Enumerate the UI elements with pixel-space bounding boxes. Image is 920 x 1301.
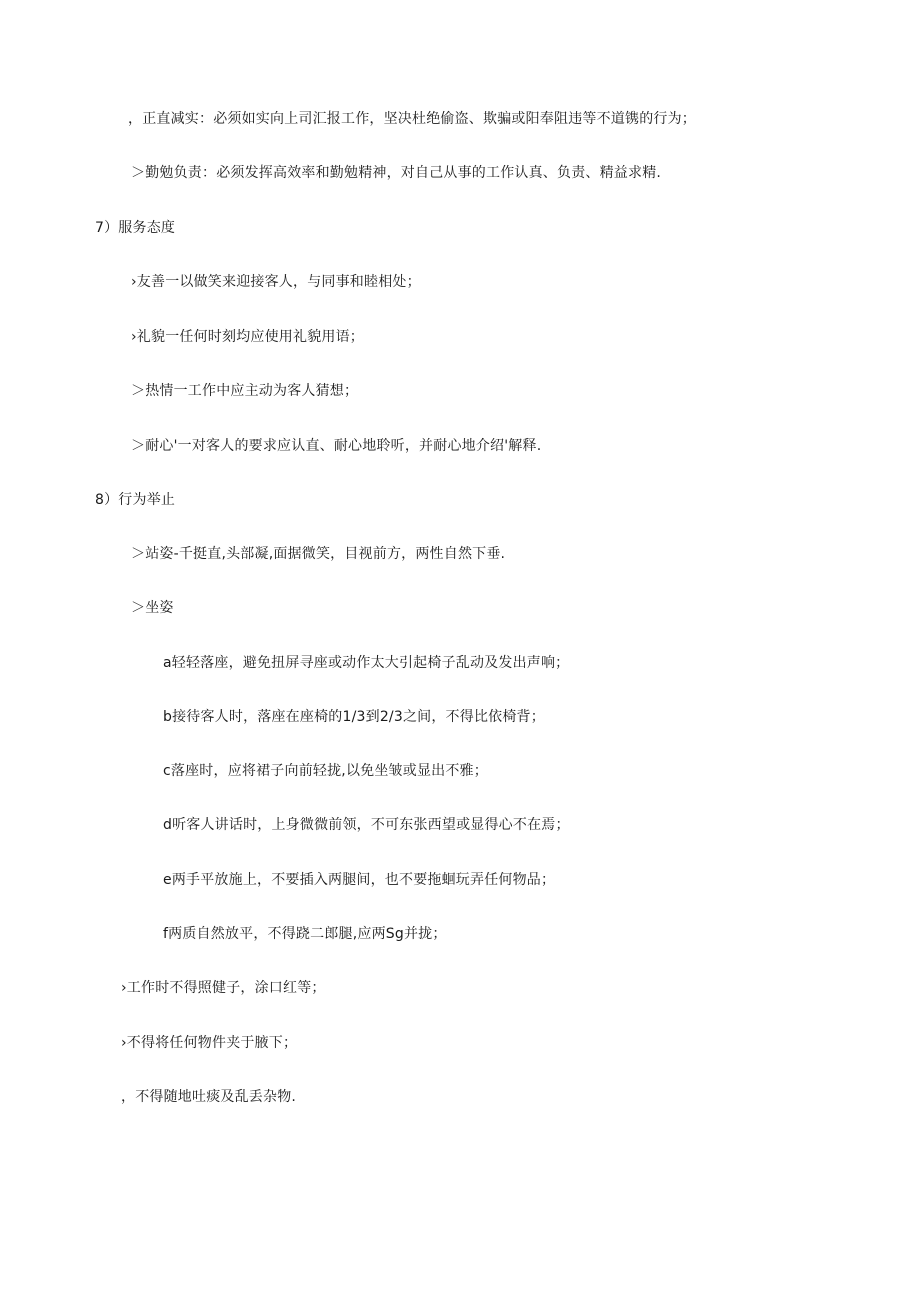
text-line-patient: ＞耐心'一对客人的要求应认直、耐心地聆听，并耐心地介绍'解释. (131, 438, 542, 454)
sub-item-c: c落座时，应将裙子向前轻拢,以免坐皱或显出不雅； (163, 763, 488, 779)
section-heading-behavior: 8）行为举止 (95, 492, 176, 508)
text-line-no-armpit: ›不得将任何物件夹于腋下； (121, 1035, 298, 1051)
sub-item-d: d听客人讲话时，上身微微前领，不可东张西望或显得心不在焉； (163, 817, 570, 833)
section-heading-service-attitude: 7）服务态度 (95, 220, 176, 236)
text-line-friendly: ›友善一以做笑来迎接客人，与同事和睦相处； (131, 274, 421, 290)
text-line-enthusiastic: ＞热情一工作中应主动为客人猜想； (131, 383, 359, 399)
sub-item-a: a轻轻落座，避免扭屏寻座或动作太大引起椅子乱动及发出声响； (163, 655, 570, 671)
sub-item-f: f两质自然放平，不得跷二郎腿,应两Sg并拢； (163, 926, 447, 942)
text-line-integrity: ，正直减实：必须如实向上司汇报工作，坚决杜绝偷盗、欺骗或阳奉阻违等不道镌的行为； (128, 111, 696, 127)
sub-item-b: b接待客人时，落座在座椅的1/3到2/3之间，不得比依椅背； (163, 709, 545, 725)
text-line-standing-posture: ＞站姿-千挺直,头部凝,面据微笑，目视前方，两性自然下垂. (131, 546, 506, 562)
text-line-no-spitting: ，不得随地吐痰及乱丢杂物. (121, 1089, 297, 1105)
text-line-sitting-posture: ＞坐姿 (131, 600, 174, 616)
text-line-diligence: ＞勤勉负责：必须发挥高效率和勤勉精神，对自己从事的工作认真、负责、精益求精. (131, 165, 662, 181)
sub-item-e: e两手平放施上，不要插入两腿间，也不要拖蛔玩弄任何物品； (163, 872, 556, 888)
text-line-polite: ›礼貌一任何时刻均应使用礼貌用语； (131, 329, 364, 345)
text-line-no-mirror: ›工作时不得照健子，涂口红等； (121, 980, 326, 996)
